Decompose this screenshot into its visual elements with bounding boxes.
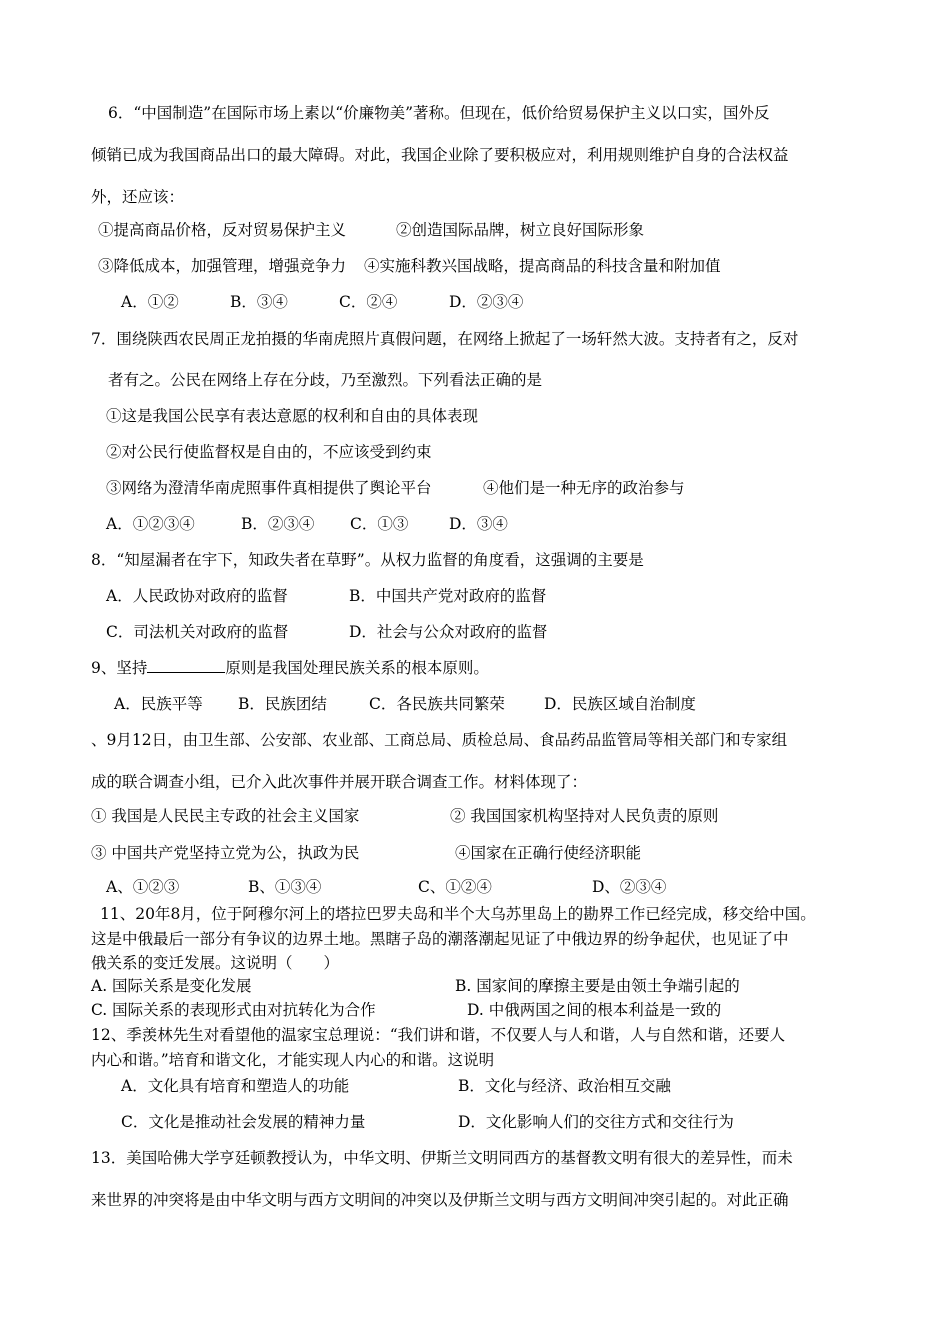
q7-item-3: ③网络为澄清华南虎照事件真相提供了舆论平台 — [106, 479, 432, 497]
q6-option-b[interactable]: B．③④ — [230, 293, 288, 311]
q7-item-2: ②对公民行使监督权是自由的，不应该受到约束 — [106, 443, 432, 461]
q11-stem-line-3: 俄关系的变迁发展。这说明（ ） — [91, 954, 340, 972]
q11-option-b[interactable]: B. 国家间的摩擦主要是由领土争端引起的 — [455, 977, 740, 995]
q13-stem-line-2: 来世界的冲突将是由中华文明与西方文明间的冲突以及伊斯兰文明与西方文明间冲突引起的。对此正确 — [91, 1191, 789, 1209]
q8-option-d[interactable]: D．社会与公众对政府的监督 — [349, 623, 548, 641]
q10-item-4: ④国家在正确行使经济职能 — [455, 844, 642, 862]
q9-option-c[interactable]: C．各民族共同繁荣 — [369, 695, 505, 713]
q6-stem-line-1: 6．“中国制造”在国际市场上素以“价廉物美”著称。但现在，低价给贸易保护主义以口实，国外反 — [108, 104, 770, 122]
q10-option-b[interactable]: B、①③④ — [248, 878, 322, 896]
q10-option-a[interactable]: A、①②③ — [106, 878, 180, 896]
q7-item-1: ①这是我国公民享有表达意愿的权利和自由的具体表现 — [106, 407, 479, 425]
q12-option-b[interactable]: B．文化与经济、政治相互交融 — [458, 1077, 671, 1095]
q9-stem-after: 原则是我国处理民族关系的根本原则。 — [225, 659, 489, 677]
q7-item-4: ④他们是一种无序的政治参与 — [483, 479, 685, 497]
q10-item-3: ③ 中国共产党坚持立党为公，执政为民 — [91, 844, 360, 862]
q11-stem-line-1: 11、20年8月，位于阿穆尔河上的塔拉巴罗夫岛和半个大乌苏里岛上的勘界工作已经完成，移交给中国。 — [100, 905, 816, 923]
q12-stem-line-2: 内心和谐。”培育和谐文化，才能实现人内心的和谐。这说明 — [91, 1051, 495, 1069]
q6-option-d[interactable]: D．②③④ — [449, 293, 524, 311]
q9-option-d[interactable]: D．民族区域自治制度 — [544, 695, 696, 713]
q7-option-c[interactable]: C．①③ — [350, 515, 409, 533]
q12-option-d[interactable]: D．文化影响人们的交往方式和交往行为 — [458, 1113, 734, 1131]
q8-stem: 8．“知屋漏者在宇下，知政失者在草野”。从权力监督的角度看，这强调的主要是 — [91, 551, 644, 569]
q7-stem-line-1: 7．围绕陕西农民周正龙拍摄的华南虎照片真假问题，在网络上掀起了一场轩然大波。支持者有之，反对 — [91, 330, 799, 348]
q6-stem-line-2: 倾销已成为我国商品出口的最大障碍。对此，我国企业除了要积极应对，利用规则维护自身的合法权益 — [91, 146, 789, 164]
q6-item-2: ②创造国际品牌，树立良好国际形象 — [396, 221, 645, 239]
q9-answer-blank[interactable] — [147, 658, 225, 673]
q6-item-4: ④实施科教兴国战略，提高商品的科技含量和附加值 — [364, 257, 721, 275]
q10-item-1: ① 我国是人民民主专政的社会主义国家 — [91, 807, 360, 825]
q11-stem-line-2: 这是中俄最后一部分有争议的边界土地。黑瞎子岛的潮落潮起见证了中俄边界的纷争起伏，也见证了中 — [91, 930, 789, 948]
q9-option-b[interactable]: B．民族团结 — [238, 695, 327, 713]
q8-option-b[interactable]: B．中国共产党对政府的监督 — [349, 587, 547, 605]
q6-item-3: ③降低成本，加强管理，增强竞争力 — [98, 257, 347, 275]
q10-item-2: ② 我国国家机构坚持对人民负责的原则 — [450, 807, 719, 825]
q13-stem-line-1: 13．美国哈佛大学亨廷顿教授认为，中华文明、伊斯兰文明同西方的基督教文明有很大的差异性，而未 — [91, 1149, 793, 1167]
q12-option-c[interactable]: C．文化是推动社会发展的精神力量 — [121, 1113, 366, 1131]
q10-stem-line-2: 成的联合调查小组，已介入此次事件并展开联合调查工作。材料体现了： — [91, 773, 588, 791]
q7-stem-line-2: 者有之。公民在网络上存在分歧，乃至激烈。下列看法正确的是 — [108, 371, 543, 389]
q7-option-b[interactable]: B．②③④ — [241, 515, 315, 533]
q6-option-a[interactable]: A．①② — [121, 293, 179, 311]
q10-option-c[interactable]: C、①②④ — [418, 878, 492, 896]
q7-option-d[interactable]: D．③④ — [449, 515, 508, 533]
q8-option-c[interactable]: C．司法机关对政府的监督 — [106, 623, 289, 641]
q8-option-a[interactable]: A．人民政协对政府的监督 — [106, 587, 288, 605]
q11-option-d[interactable]: D. 中俄两国之间的根本利益是一致的 — [467, 1001, 722, 1019]
q9-option-a[interactable]: A．民族平等 — [114, 695, 203, 713]
q6-option-c[interactable]: C．②④ — [339, 293, 398, 311]
q11-option-c[interactable]: C. 国际关系的表现形式由对抗转化为合作 — [91, 1001, 376, 1019]
q9-stem-before: 9、坚持 — [91, 659, 148, 677]
q10-stem-line-1: 、9月12日，由卫生部、公安部、农业部、工商总局、质检总局、食品药品监管局等相关部门和专家组 — [91, 731, 788, 749]
q9-stem — [91, 658, 489, 678]
q6-item-1: ①提高商品价格，反对贸易保护主义 — [98, 221, 347, 239]
q11-option-a[interactable]: A. 国际关系是变化发展 — [91, 977, 252, 995]
q12-stem-line-1: 12、季羡林先生对看望他的温家宝总理说：“我们讲和谐，不仅要人与人和谐，人与自然和谐，还要人 — [91, 1026, 786, 1044]
q6-stem-line-3: 外，还应该： — [91, 188, 185, 206]
q7-option-a[interactable]: A．①②③④ — [106, 515, 195, 533]
q10-option-d[interactable]: D、②③④ — [592, 878, 667, 896]
q12-option-a[interactable]: A．文化具有培育和塑造人的功能 — [121, 1077, 350, 1095]
